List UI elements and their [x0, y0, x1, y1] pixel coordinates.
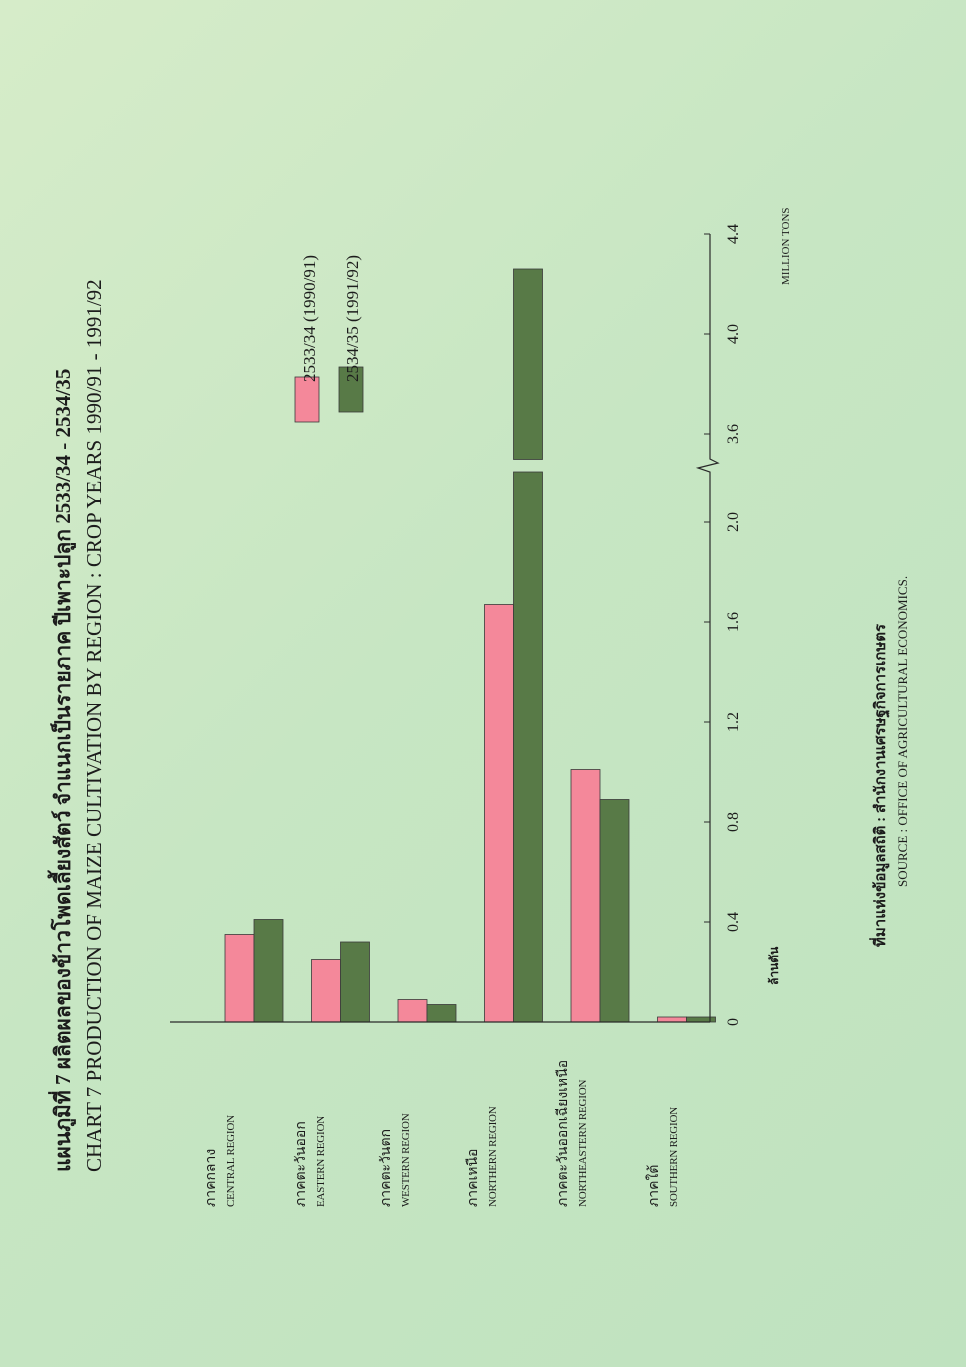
- region-label-english: NORTHERN REGION: [487, 1106, 499, 1207]
- bar-series-2: [687, 1017, 716, 1022]
- region-label-thai: ภาคกลาง: [204, 1148, 219, 1207]
- bar-series-2: [341, 942, 370, 1022]
- region-label-english: EASTERN REGION: [315, 1115, 327, 1207]
- legend-swatch-series-1: [295, 377, 319, 422]
- value-axis: [698, 234, 718, 1022]
- region-label-english: NORTHEASTERN REGION: [577, 1079, 589, 1207]
- bar-series-2: [254, 920, 283, 1023]
- source-note-thai: ที่มาแห่งข้อมูลสถิติ : สำนักงานเศรษฐกิจการเกษตร: [873, 623, 889, 947]
- region-label-thai: ภาคเหนือ: [466, 1148, 481, 1207]
- x-tick-label: 4.0: [725, 324, 742, 344]
- region-label-english: SOUTHERN REGION: [668, 1107, 680, 1207]
- chart-title-thai: แผนภูมิที่ 7 ผลิตผลของข้าวโพดเลี้ยงสัตว์ จำแนกเป็นรายภาค ปีเพาะปลูก 2533/34 - 2534/35: [51, 368, 75, 1172]
- region-label-english: WESTERN REGION: [400, 1113, 412, 1207]
- bar-series-1: [312, 960, 341, 1023]
- bar-series-1: [225, 935, 254, 1023]
- bar-series-2: [514, 472, 543, 1022]
- legend-label-series-2: 2534/35 (1991/92): [343, 254, 362, 382]
- x-axis-unit-english: MILLION TONS: [780, 207, 792, 285]
- bar-series-1: [658, 1017, 687, 1022]
- bar-series-2-continued: [514, 269, 543, 460]
- bar-series-1: [398, 1000, 427, 1023]
- bar-series-2: [427, 1005, 456, 1023]
- region-label-thai: ภาคตะวันออก: [294, 1121, 309, 1207]
- x-tick-label: 0.4: [725, 912, 742, 932]
- bar-series-1: [485, 605, 514, 1023]
- region-label-thai: ภาคใต้: [647, 1164, 662, 1207]
- x-tick-label: 4.4: [725, 224, 742, 244]
- x-tick-label: 3.6: [725, 424, 742, 444]
- region-label-thai: ภาคตะวันตก: [379, 1128, 394, 1207]
- region-label-thai: ภาคตะวันออกเฉียงเหนือ: [556, 1059, 571, 1207]
- bar-series-2: [600, 800, 629, 1023]
- source-note-english: SOURCE : OFFICE OF AGRICULTURAL ECONOMICS.: [895, 575, 910, 887]
- bar-series-1: [571, 770, 600, 1023]
- axes-group: [170, 234, 718, 1022]
- x-tick-label: 1.2: [725, 712, 742, 732]
- region-label-english: CENTRAL REGION: [225, 1115, 237, 1207]
- chart-title-english: CHART 7 PRODUCTION OF MAIZE CULTIVATION BY REGION : CROP YEARS 1990/91 - 1991/92: [82, 279, 106, 1172]
- x-tick-label: 0.8: [725, 812, 742, 832]
- x-tick-label: 1.6: [725, 612, 742, 632]
- x-axis-unit-thai: ล้านตัน: [767, 946, 781, 985]
- x-tick-label: 2.0: [725, 512, 742, 532]
- x-tick-label: 0: [725, 1018, 742, 1026]
- legend-label-series-1: 2533/34 (1990/91): [300, 254, 319, 382]
